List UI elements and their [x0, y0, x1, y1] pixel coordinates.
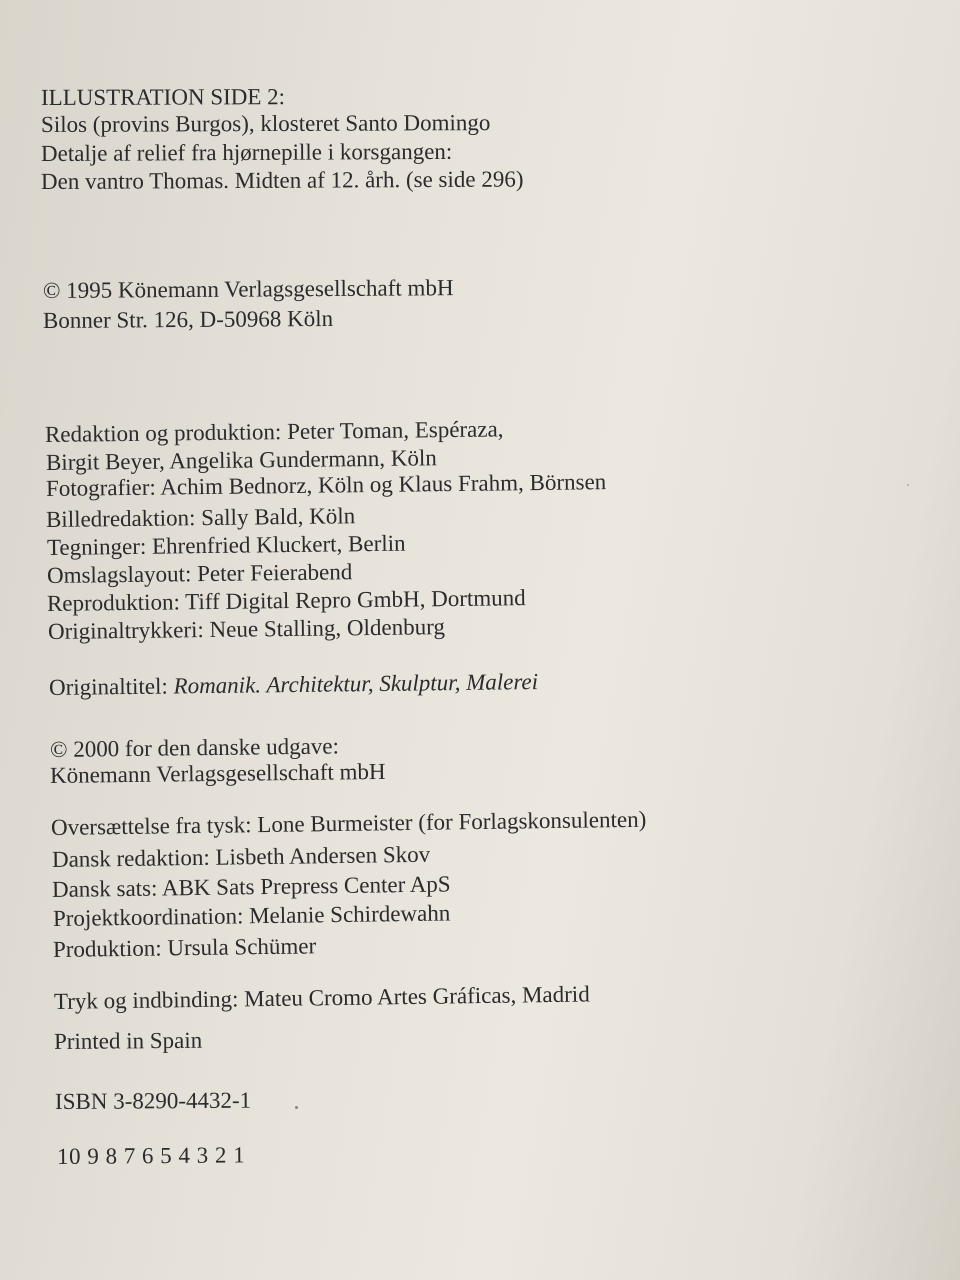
copyright-line: © 1995 Könemann Verlagsgesellschaft mbH	[42, 275, 454, 303]
danish-credit-line: Projektkoordination: Melanie Schirdewahn	[52, 900, 451, 931]
credit-line: Fotografier: Achim Bednorz, Köln og Klaus Frahm, Börnsen	[45, 469, 607, 501]
original-title-label: Originaltitel:	[48, 673, 174, 700]
isbn: ISBN 3-8290-4432-1	[54, 1087, 252, 1114]
danish-credit-line: Oversættelse fra tysk: Lone Burmeister (for Forlagskonsulenten)	[50, 806, 647, 840]
printing-sequence: 10 9 8 7 6 5 4 3 2 1	[56, 1142, 246, 1169]
illustration-heading: ILLUSTRATION SIDE 2:	[40, 84, 286, 110]
printing-line: Tryk og indbinding: Mateu Cromo Artes Gráficas, Madrid	[53, 981, 590, 1014]
danish-credit-line: Produktion: Ursula Schümer	[52, 933, 317, 962]
credit-line: Reproduktion: Tiff Digital Repro GmbH, Dortmund	[46, 585, 526, 616]
credit-line: Omslagslayout: Peter Feierabend	[46, 559, 353, 588]
credit-line: Billedredaktion: Sally Bald, Köln	[45, 503, 356, 532]
credit-line: Birgit Beyer, Angelika Gundermann, Köln	[45, 445, 437, 475]
printed-in-line: Printed in Spain	[53, 1027, 203, 1054]
paper-speck	[295, 1106, 298, 1109]
illustration-line: Den vantro Thomas. Midten af 12. årh. (se side 296)	[40, 166, 524, 194]
credit-line: Originaltrykkeri: Neue Stalling, Oldenburg	[47, 614, 446, 644]
illustration-line: Detalje af relief fra hjørnepille i korsgangen:	[40, 138, 453, 166]
publisher-line: Könemann Verlagsgesellschaft mbH	[49, 758, 386, 788]
illustration-line: Silos (provins Burgos), klosteret Santo Domingo	[40, 110, 491, 137]
address-line: Bonner Str. 126, D-50968 Köln	[42, 305, 334, 333]
paper-speck	[907, 484, 909, 486]
danish-credit-line: Dansk redaktion: Lisbeth Andersen Skov	[51, 841, 431, 872]
credit-line: Tegninger: Ehrenfried Kluckert, Berlin	[46, 530, 406, 560]
danish-credit-line: Dansk sats: ABK Sats Prepress Center ApS	[51, 871, 451, 902]
danish-copyright-line: © 2000 for den danske udgave:	[49, 733, 340, 762]
original-title	[49, 670, 538, 699]
credit-line: Redaktion og produktion: Peter Toman, Espéraza,	[44, 416, 504, 447]
original-title-text: Romanik. Architektur, Skulptur, Malerei	[173, 669, 539, 699]
